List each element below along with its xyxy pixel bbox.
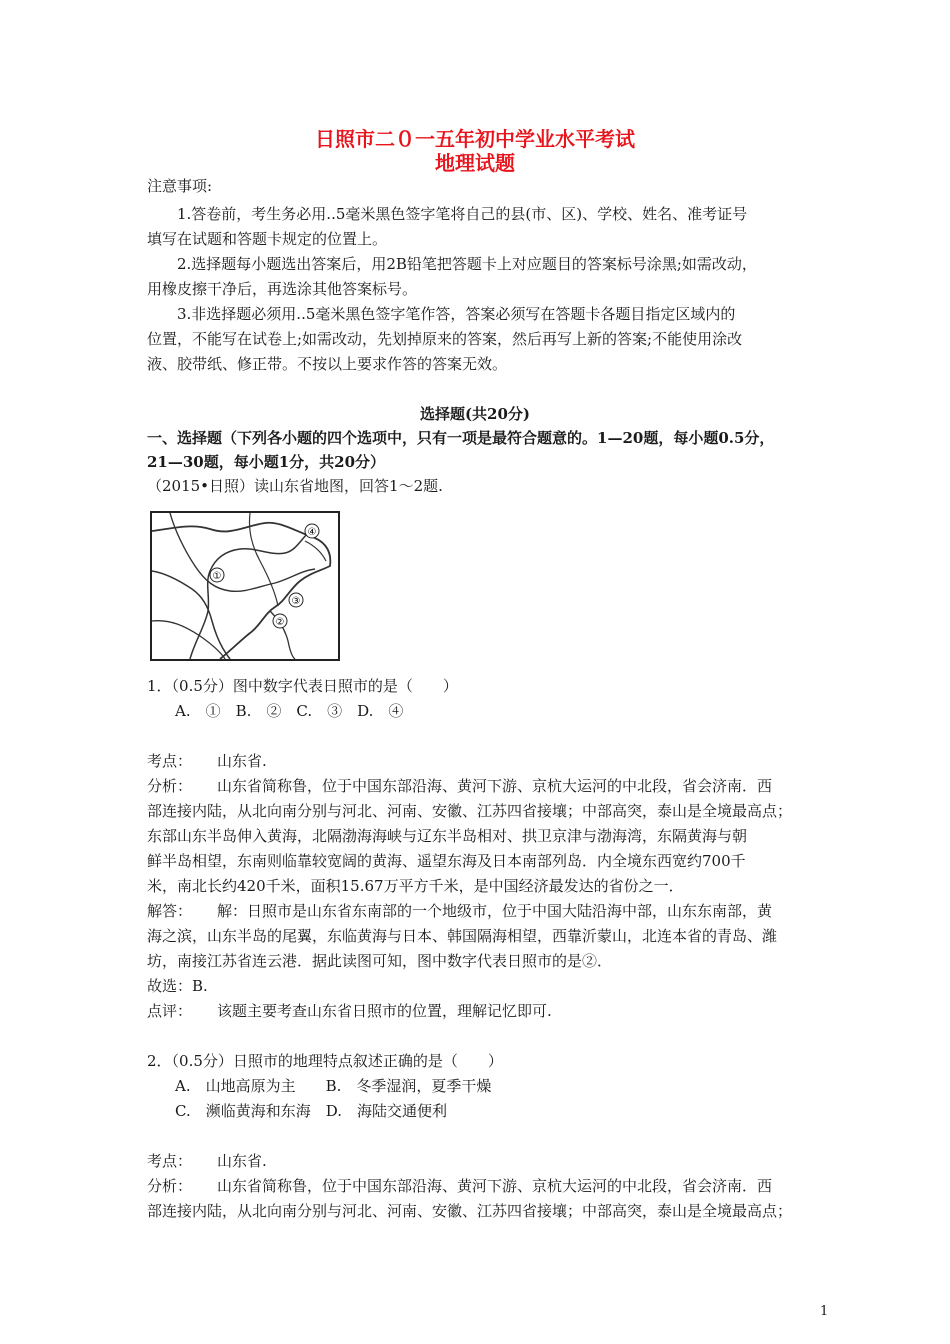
q1-dianping	[147, 1001, 827, 1021]
notice-line: 2.选择题每小题选出答案后，用2B铅笔把答题卡上对应题目的答案标号涂黑;如需改动，	[177, 255, 757, 273]
question-intro: （2015•日照）读山东省地图，回答1～2题.	[147, 477, 443, 495]
shandong-map	[150, 511, 340, 661]
question-2-options-row2: C. 濒临黄海和东海 D. 海陆交通便利	[175, 1102, 447, 1120]
page-number: 1	[820, 1304, 829, 1319]
jieda-text: 解：日照市是山东省东南部的一个地级市，位于中国大陆沿海中部，山东东南部，黄	[217, 902, 773, 920]
question-1-options: A. ① B. ② C. ③ D. ④	[175, 702, 404, 720]
section-heading: 一、选择题（下列各小题的四个选项中，只有一项是最符合题意的。1—20题，每小题0.5分，	[147, 429, 775, 447]
question-1-stem: 1．（0.5分）图中数字代表日照市的是（ ）	[147, 677, 458, 695]
section-title: 选择题(共20分)	[419, 405, 531, 423]
kaodian-label: 考点：	[147, 1152, 193, 1170]
map-marker-2	[273, 614, 287, 628]
notice-line: 填写在试题和答题卡规定的位置上。	[147, 230, 388, 248]
q1-kaodian	[147, 751, 827, 771]
notice-line: 液、胶带纸、修正带。不按以上要求作答的答案无效。	[147, 355, 508, 373]
fenxi-label: 分析：	[147, 777, 193, 795]
jieda-line: 坊，南接江苏省连云港．据此读图可知，图中数字代表日照市的是②．	[147, 952, 613, 970]
kaodian-text: 山东省.	[217, 1152, 267, 1170]
jieda-label: 解答：	[147, 902, 193, 920]
kaodian-label: 考点：	[147, 752, 193, 770]
fenxi-text: 山东省简称鲁，位于中国东部沿海、黄河下游、京杭大运河的中北段，省会济南．西	[217, 1177, 773, 1195]
notice-line: 1.答卷前，考生务必用..5毫米黑色签字笔将自己的县(市、区)、学校、姓名、准考证号	[177, 205, 748, 223]
fenxi-line: 米，南北长约420千米，面积15.67万平方千米，是中国经济最发达的省份之一．	[147, 877, 684, 895]
exam-subtitle: 地理试题	[435, 151, 515, 175]
exam-title: 日照市二０一五年初中学业水平考试	[315, 127, 635, 151]
fenxi-line: 东部山东半岛伸入黄海，北隔渤海海峡与辽东半岛相对、拱卫京津与渤海湾，东隔黄海与朝	[147, 827, 748, 845]
svg-text:②: ②	[275, 617, 285, 628]
question-2-stem: 2．（0.5分）日照市的地理特点叙述正确的是（ ）	[147, 1052, 503, 1070]
svg-text:④: ④	[307, 527, 317, 538]
notice-heading: 注意事项:	[147, 177, 213, 195]
svg-text:①: ①	[212, 571, 222, 582]
question-2-options-row1: A. 山地高原为主 B. 冬季湿润，夏季干燥	[175, 1077, 492, 1095]
map-marker-3	[289, 593, 303, 607]
fenxi-line: 鲜半岛相望，东南则临靠较宽阔的黄海、遥望东海及日本南部列岛．内全境东西宽约700千	[147, 852, 746, 870]
svg-text:③: ③	[291, 596, 301, 607]
map-marker-1	[210, 568, 224, 582]
notice-line: 用橡皮擦干净后，再选涂其他答案标号。	[147, 280, 418, 298]
dianping-text: 该题主要考查山东省日照市的位置，理解记忆即可.	[217, 1002, 552, 1020]
fenxi-line: 部连接内陆，从北向南分别与河北、河南、安徽、江苏四省接壤；中部高突，泰山是全境最高点；	[147, 1202, 793, 1220]
q1-answer: 故选：B.	[147, 977, 208, 995]
notice-line: 位置，不能写在试卷上;如需改动，先划掉原来的答案，然后再写上新的答案;不能使用涂改	[147, 330, 743, 348]
dianping-label: 点评：	[147, 1002, 193, 1020]
kaodian-text: 山东省.	[217, 752, 267, 770]
map-marker-4	[305, 524, 319, 538]
fenxi-text: 山东省简称鲁，位于中国东部沿海、黄河下游、京杭大运河的中北段，省会济南．西	[217, 777, 773, 795]
fenxi-label: 分析：	[147, 1177, 193, 1195]
notice-line: 3.非选择题必须用..5毫米黑色签字笔作答，答案必须写在答题卡各题目指定区域内的	[177, 305, 736, 323]
section-heading: 21—30题，每小题1分，共20分）	[147, 453, 386, 471]
q1-jieda	[147, 901, 827, 921]
fenxi-line: 部连接内陆，从北向南分别与河北、河南、安徽、江苏四省接壤；中部高突，泰山是全境最高点；	[147, 802, 793, 820]
q1-fenxi	[147, 776, 827, 796]
jieda-line: 海之滨，山东半岛的尾翼，东临黄海与日本、韩国隔海相望，西靠沂蒙山，北连本省的青岛、潍	[147, 927, 778, 945]
q2-fenxi	[147, 1176, 827, 1196]
q2-kaodian	[147, 1151, 827, 1171]
